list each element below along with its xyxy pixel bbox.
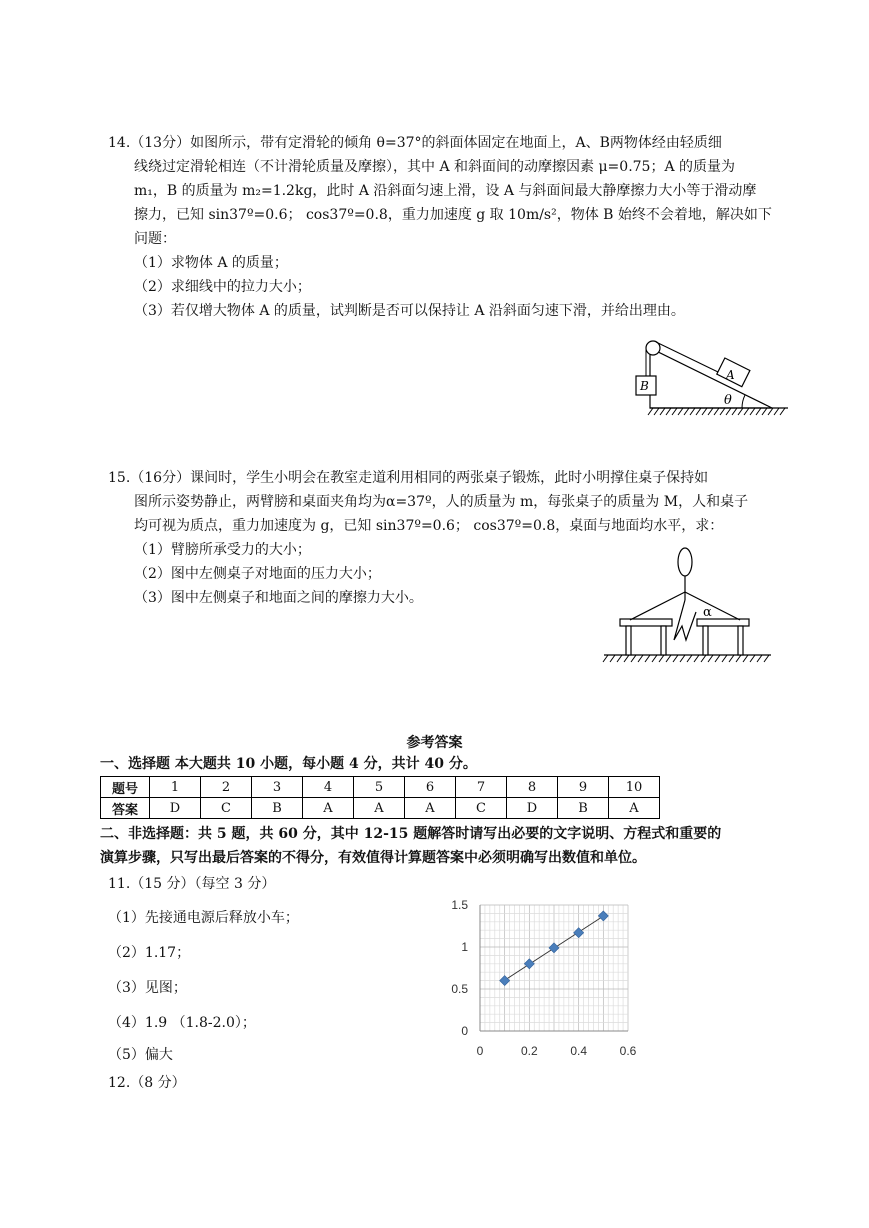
table-number: 3 (252, 777, 303, 798)
table-number: 2 (201, 777, 252, 798)
table-number: 6 (405, 777, 456, 798)
table-answer: A (354, 798, 405, 819)
q14-sub-2: （2）求细线中的拉力大小； (134, 279, 311, 295)
q15-line-3: 均可视为质点，重力加速度为 g，已知 sin37º=0.6； cos37º=0.8，桌面与地面均水平，求： (134, 518, 724, 534)
incline-figure (620, 330, 795, 425)
q11-answer-1: （1）先接通电源后释放小车； (108, 910, 299, 926)
table-answer: A (609, 798, 660, 819)
table-answer: D (150, 798, 201, 819)
table-number: 1 (150, 777, 201, 798)
q11-answer-2: （2）1.17； (108, 945, 191, 961)
data-point (524, 959, 534, 969)
q15-sub-3: （3）图中左侧桌子和地面之间的摩擦力大小。 (134, 590, 423, 606)
table-row (101, 798, 660, 819)
table-number: 10 (609, 777, 660, 798)
left-desk (620, 619, 672, 655)
section2-line-2: 演算步骤，只写出最后答案的不得分，有效值得计算题答案中必须明确写出数值和单位。 (100, 850, 646, 866)
table-answer: A (405, 798, 456, 819)
data-point (574, 928, 584, 938)
x-tick-label: 0.4 (570, 1044, 588, 1058)
answer-table (100, 776, 660, 819)
q11-header: 11.（15 分）（每空 3 分） (108, 876, 276, 892)
block-b-label: B (640, 379, 649, 393)
q11-answer-4: （4）1.9 （1.8-2.0）； (108, 1015, 256, 1031)
table-number: 9 (558, 777, 609, 798)
table-number: 8 (507, 777, 558, 798)
section1-heading: 一、选择题 本大题共 10 小题，每小题 4 分，共计 40 分。 (100, 756, 477, 772)
person-body (630, 576, 740, 640)
q11-scatter-chart (440, 893, 645, 1063)
table-head-label: 题号 (101, 777, 150, 798)
q14-line-2: 线绕过定滑轮相连（不计滑轮质量及摩擦），其中 A 和斜面间的动摩擦因素 μ=0.75；A 的质量为 (134, 159, 736, 175)
q11-answer-5: （5）偏大 (108, 1047, 173, 1063)
q11-answer-3: （3）见图； (108, 980, 187, 996)
block-a-label: A (726, 368, 735, 382)
table-answer: B (558, 798, 609, 819)
y-tick-label: 1 (461, 940, 468, 954)
x-tick-label: 0.2 (520, 1044, 538, 1058)
q12-header: 12.（8 分） (108, 1075, 186, 1091)
q15-sub-1: （1）臂膀所承受力的大小； (134, 542, 311, 558)
table-number: 5 (354, 777, 405, 798)
table-answer: B (252, 798, 303, 819)
ground-hatch (648, 408, 785, 415)
q14-sub-1: （1）求物体 A 的质量； (134, 255, 288, 271)
theta-label: θ (724, 393, 732, 408)
right-desk (697, 619, 749, 655)
q14-line-4: 擦力，已知 sin37º=0.6； cos37º=0.8，重力加速度 g 取 10m/s²，物体 B 始终不会着地，解决如下 (134, 207, 772, 223)
rope-incline (656, 342, 718, 372)
q15-sub-2: （2）图中左侧桌子对地面的压力大小； (134, 566, 381, 582)
data-point (549, 943, 559, 953)
section2-line-1: 二、非选择题：共 5 题，共 60 分，其中 12-15 题解答时请写出必要的文字说明、方程式和重要的 (100, 826, 722, 842)
q14-line-5: 问题： (134, 231, 176, 247)
q15-line-2: 图所示姿势静止，两臂膀和桌面夹角均为α=37º，人的质量为 m，每张桌子的质量为 M，人和桌子 (134, 494, 749, 510)
y-tick-label: 1.5 (451, 898, 468, 912)
data-point (598, 911, 608, 921)
table-row (101, 777, 660, 798)
incline-wedge (650, 348, 772, 408)
y-tick-label: 0.5 (451, 982, 468, 996)
answers-title: 参考答案 (406, 735, 463, 751)
table-answer: A (303, 798, 354, 819)
table-answer: C (201, 798, 252, 819)
alpha-label: α (703, 605, 712, 620)
x-tick-label: 0.6 (619, 1044, 637, 1058)
q14-line-1: 14.（13分）如图所示，带有定滑轮的倾角 θ=37°的斜面体固定在地面上，A、B两物体经由轻质细 (108, 135, 722, 151)
table-answer: D (507, 798, 558, 819)
table-answer: C (456, 798, 507, 819)
table-number: 7 (456, 777, 507, 798)
q14-sub-3: （3）若仅增大物体 A 的质量，试判断是否可以保持让 A 沿斜面匀速下滑，并给出理由。 (134, 303, 685, 319)
floor-hatch (603, 655, 769, 662)
q14-line-3: m₁，B 的质量为 m₂=1.2kg，此时 A 沿斜面匀速上滑，设 A 与斜面间最大静摩擦力大小等于滑动摩 (134, 183, 757, 199)
angle-arc (742, 395, 745, 408)
table-ans-label: 答案 (101, 798, 150, 819)
x-tick-label: 0 (476, 1044, 484, 1058)
q15-line-1: 15.（16分）课间时，学生小明会在教室走道利用相同的两张桌子锻炼，此时小明撑住桌子保持如 (108, 470, 709, 486)
data-point (500, 976, 510, 986)
desk-figure (600, 540, 775, 670)
chart-grid (480, 905, 628, 1031)
table-number: 4 (303, 777, 354, 798)
y-tick-label: 0 (461, 1024, 468, 1038)
person-head (678, 548, 692, 576)
